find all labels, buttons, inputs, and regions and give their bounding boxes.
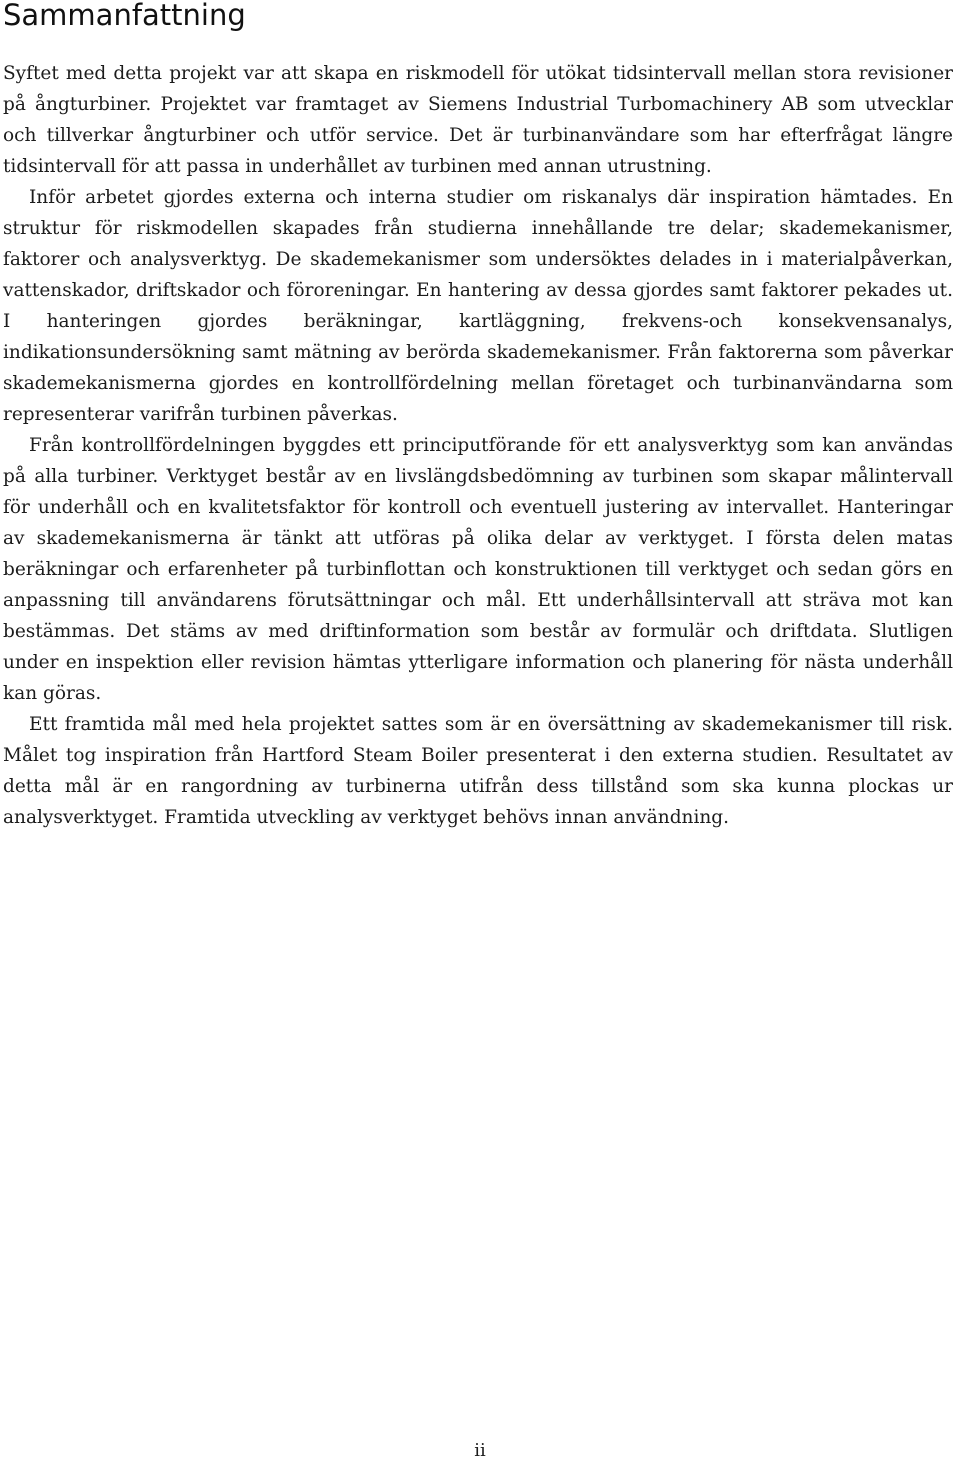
- paragraph-1: Syftet med detta projekt var att skapa en riskmodell för utökat tidsintervall mellan stora revisioner på ångturbiner. Projektet var framtaget av Siemens Industrial Turbomachinery AB som utvecklar och tillverkar ångturbiner och utför service. Det är turbinanvändare som har efterfrågat längre tidsintervall för att passa in underhållet av turbinen med annan utrustning.: [3, 63, 953, 177]
- paragraph-4: Ett framtida mål med hela projektet sattes som är en översättning av skademekanismer till risk. Målet tog inspiration från Hartford Steam Boiler presenterat i den externa studien. Resultatet av detta mål är en rangordning av turbinerna utifrån dess tillstånd som ska kunna plockas ur analysverktyget. Framtida utveckling av verktyget behövs innan användning.: [3, 714, 953, 828]
- page-number: ii: [474, 1440, 486, 1461]
- summary-body: [3, 58, 953, 833]
- paragraph-2: Inför arbetet gjordes externa och interna studier om riskanalys där inspiration hämtades. En struktur för riskmodellen skapades från studierna innehållande tre delar; skademekanismer, faktorer och analysverktyg. De skademekanismer som undersöktes delades in i materialpåverkan, vattenskador, driftskador och föroreningar. En hantering av dessa gjordes samt faktorer pekades ut. I hanteringen gjordes beräkningar, kartläggning, frekvens-och konsekvensanalys, indikationsundersökning samt mätning av berörda skademekanismer. Från faktorerna som påverkar skademekanismerna gjordes en kontrollfördelning mellan företaget och turbinanvändarna som representerar varifrån turbinen påverkas.: [3, 187, 953, 425]
- paragraph-3: Från kontrollfördelningen byggdes ett principutförande för ett analysverktyg som kan användas på alla turbiner. Verktyget består av en livslängdsbedömning av turbinen som skapar målintervall för underhåll och en kvalitetsfaktor för kontroll och eventuell justering av intervallet. Hanteringar av skademekanismerna är tänkt att utföras på olika delar av verktyget. I första delen matas beräkningar och erfarenheter på turbinflottan och konstruktionen till verktyget och sedan görs en anpassning till användarens förutsättningar och mål. Ett underhållsintervall att sträva mot kan bestämmas. Det stäms av med driftinformation som består av formulär och driftdata. Slutligen under en inspektion eller revision hämtas ytterligare information och planering för nästa underhåll kan göras.: [3, 435, 953, 704]
- section-heading: Sammanfattning: [3, 0, 246, 32]
